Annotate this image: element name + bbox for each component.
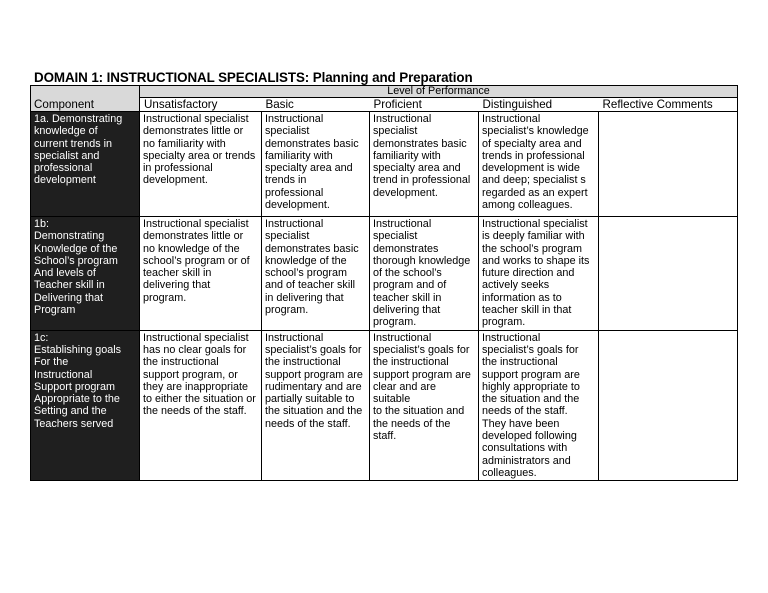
cell-1c-basic: Instructional specialist’s goals for the instructional support program are rudimentary and are partially suitable to the situation and the needs of the staff. [262,330,370,481]
page-title: DOMAIN 1: INSTRUCTIONAL SPECIALISTS: Planning and Preparation [34,70,473,85]
cell-1b-unsatisfactory: Instructional specialist demonstrates little or no knowledge of the school’s program or of teacher skill in delivering that program. [140,217,262,331]
level-caption-row [31,86,738,98]
cell-1a-comments [599,112,738,217]
component-1c: 1c: Establishing goals For the Instructional Support program Appropriate to the Setting and the Teachers served [31,330,140,481]
cell-1c-distinguished: Instructional specialist’s goals for the instructional support program are highly appropriate to the situation and the needs of the staff. They have been developed following consultations with administrators and colleagues. [479,330,599,481]
cell-1c-proficient: Instructional specialist’s goals for the instructional support program are clear and are suitable to the situation and the needs of the staff. [370,330,479,481]
component-1b: 1b: Demonstrating Knowledge of the School’s program And levels of Teacher skill in Delivering that Program [31,217,140,331]
rubric-table [30,85,738,481]
table-row [31,217,738,331]
component-header: Component [31,86,140,112]
table-row [31,330,738,481]
cell-1b-distinguished: Instructional specialist is deeply familiar with the school’s program and works to shape its future direction and actively seeks information as to teacher skill in that program. [479,217,599,331]
reflective-comments-header: Reflective Comments [599,98,738,112]
cell-1b-proficient: Instructional specialist demonstrates thorough knowledge of the school’s program and of teacher skill in delivering that program. [370,217,479,331]
cell-1a-unsatisfactory: Instructional specialist demonstrates little or no familiarity with specialty area or trends in professional development. [140,112,262,217]
cell-1a-basic: Instructional specialist demonstrates basic familiarity with specialty area and trends in professional development. [262,112,370,217]
cell-1b-comments [599,217,738,331]
component-1a: 1a. Demonstrating knowledge of current trends in specialist and professional development [31,112,140,217]
cell-1c-comments [599,330,738,481]
level-header-unsatisfactory: Unsatisfactory [140,98,262,112]
cell-1c-unsatisfactory: Instructional specialist has no clear goals for the instructional support program, or they are inappropriate to either the situation or the needs of the staff. [140,330,262,481]
level-header-basic: Basic [262,98,370,112]
level-of-performance-header: Level of Performance [140,86,738,98]
cell-1a-proficient: Instructional specialist demonstrates basic familiarity with specialty area and trend in professional development. [370,112,479,217]
level-header-distinguished: Distinguished [479,98,599,112]
table-row [31,112,738,217]
level-header-proficient: Proficient [370,98,479,112]
cell-1b-basic: Instructional specialist demonstrates basic knowledge of the school’s program and of teacher skill in delivering that program. [262,217,370,331]
cell-1a-distinguished: Instructional specialist’s knowledge of specialty area and trends in professional development is wide and deep; specialist s regarded as an expert among colleagues. [479,112,599,217]
